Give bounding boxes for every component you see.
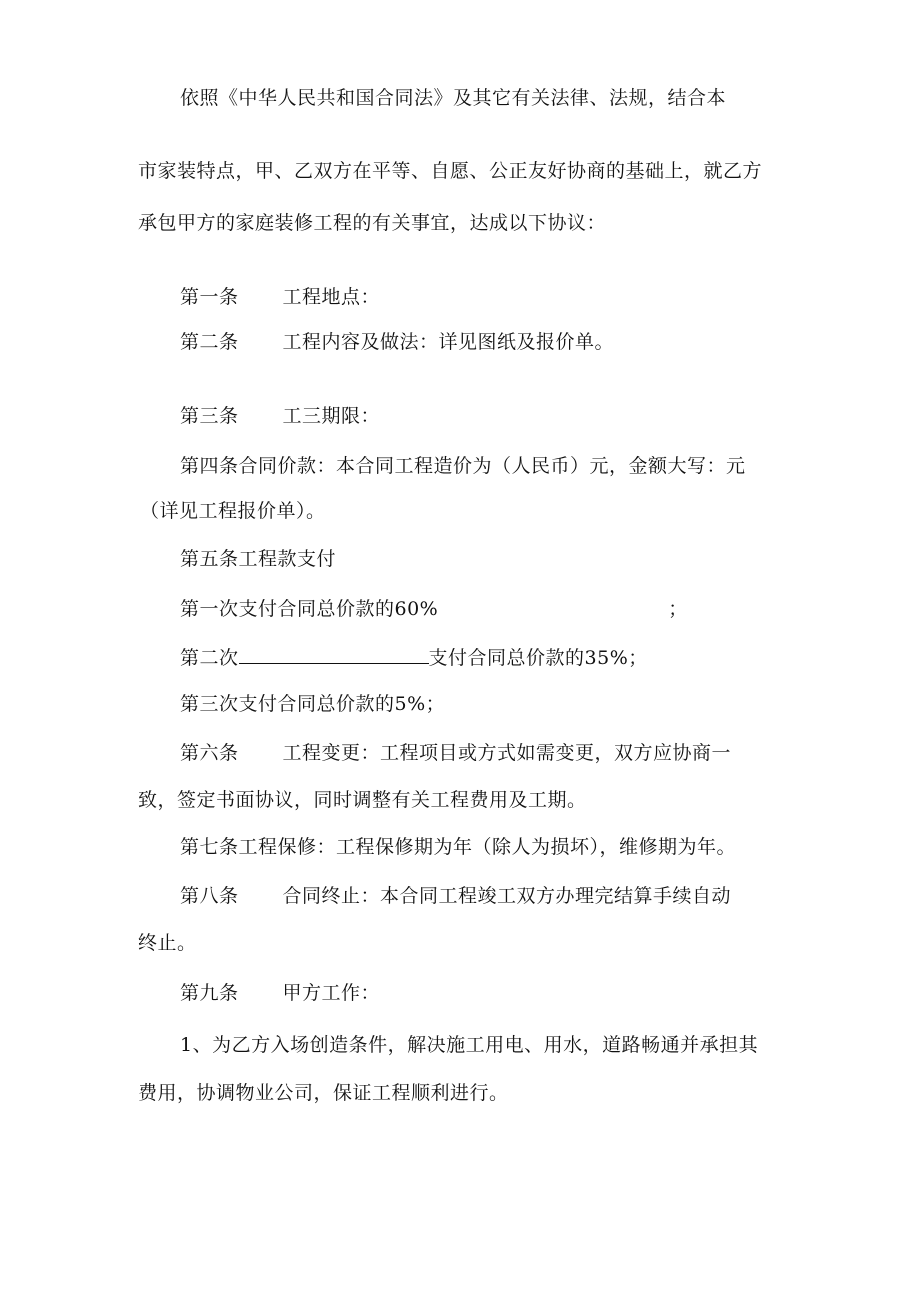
article-6-text: 工程变更：工程项目或方式如需变更，双方应协商一	[282, 742, 732, 764]
article-8-line-2: 终止。	[138, 932, 197, 954]
payment-2-blank	[239, 645, 429, 664]
item-1-line-1: 1、为乙方入场创造条件，解决施工用电、用水，道路畅通并承担其	[180, 1034, 759, 1056]
item-1-line-2: 费用，协调物业公司，保证工程顺利进行。	[138, 1082, 509, 1104]
payment-1	[180, 596, 688, 622]
article-8	[180, 883, 731, 909]
intro-line-1: 依照《中华人民共和国合同法》及其它有关法律、法规，结合本	[180, 87, 727, 109]
article-6-line-2: 致，签定书面协议，同时调整有关工程费用及工期。	[138, 789, 587, 811]
article-6	[180, 740, 731, 766]
intro-line-3: 承包甲方的家庭装修工程的有关事宜，达成以下协议：	[138, 212, 607, 234]
article-8-text: 合同终止：本合同工程竣工双方办理完结算手续自动	[282, 885, 732, 907]
article-4-line-1: 第四条合同价款：本合同工程造价为（人民币）元，金额大写：元	[180, 455, 746, 477]
payment-1-text: 第一次支付合同总价款的60%	[180, 598, 439, 620]
payment-3: 第三次支付合同总价款的5%；	[180, 693, 446, 715]
article-6-label: 第六条	[180, 742, 239, 764]
article-7: 第七条工程保修：工程保修期为年（除人为损坏），维修期为年。	[180, 836, 737, 858]
article-8-label: 第八条	[180, 885, 239, 907]
payment-2-prefix: 第二次	[180, 647, 239, 669]
article-9-label: 第九条	[180, 982, 239, 1004]
intro-line-2: 市家装特点，甲、乙双方在平等、自愿、公正友好协商的基础上，就乙方	[138, 160, 763, 182]
article-9	[180, 980, 380, 1006]
article-1	[180, 284, 380, 310]
article-1-label: 第一条	[180, 286, 239, 308]
article-5-title: 第五条工程款支付	[180, 548, 337, 570]
article-3	[180, 403, 380, 429]
article-4-line-2: （详见工程报价单）。	[140, 500, 326, 522]
payment-2	[180, 645, 648, 671]
payment-1-end: ；	[668, 598, 688, 620]
article-3-text: 工三期限：	[282, 405, 381, 427]
article-3-label: 第三条	[180, 405, 239, 427]
article-9-text: 甲方工作：	[282, 982, 381, 1004]
article-2-text: 工程内容及做法：详见图纸及报价单。	[282, 331, 615, 353]
article-1-text: 工程地点：	[282, 286, 381, 308]
article-2	[180, 329, 614, 355]
article-2-label: 第二条	[180, 331, 239, 353]
payment-2-suffix: 支付合同总价款的35%；	[428, 647, 648, 669]
